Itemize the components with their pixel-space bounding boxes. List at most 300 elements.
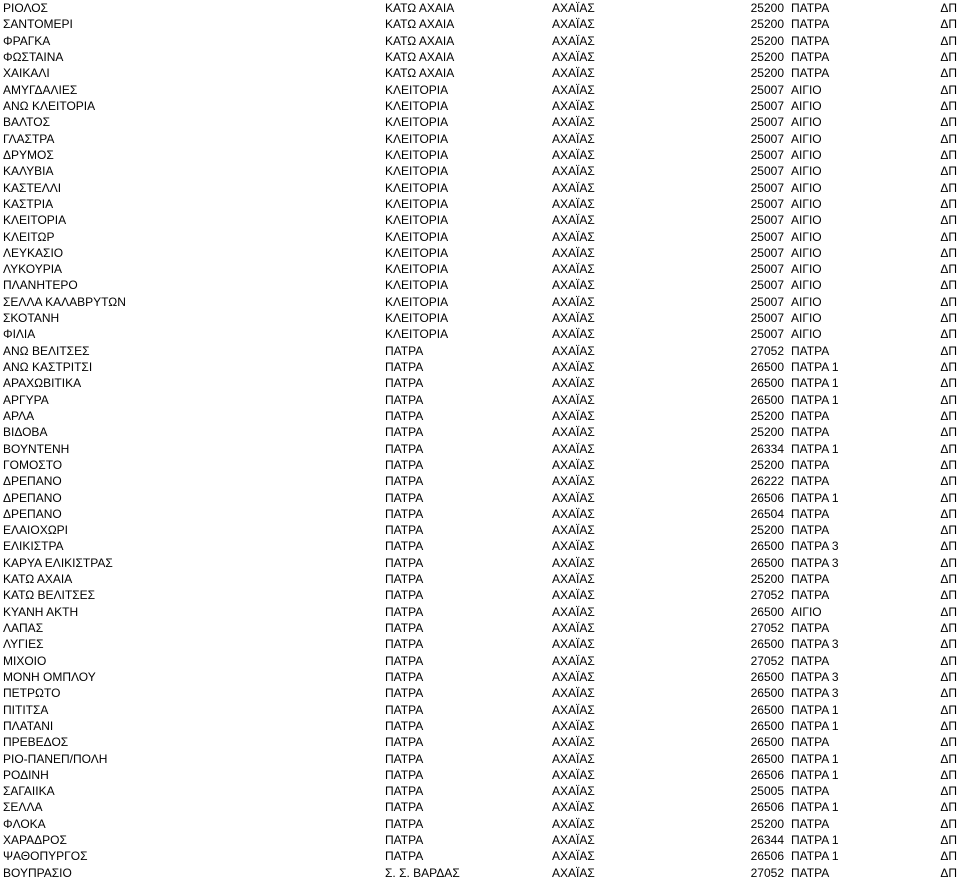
post-office-cell: ΠΑΤΡΑ (791, 33, 830, 48)
table-row (0, 392, 960, 408)
post-office-cell: ΑΙΓΙΟ (791, 82, 822, 97)
area-cell: ΠΑΤΡΑ (385, 767, 424, 782)
postal-code-cell: 26500 (750, 718, 784, 733)
post-office-cell: ΠΑΤΡΑ (791, 653, 830, 668)
type-cell: ΔΠ (940, 865, 957, 880)
table-row (0, 816, 960, 832)
prefecture-cell: ΑΧΑΪΑΣ (552, 604, 595, 619)
table-row (0, 359, 960, 375)
type-cell: ΔΠ (940, 360, 957, 375)
post-office-cell: ΠΑΤΡΑ (791, 408, 830, 423)
village-cell: ΓΛΑΣΤΡΑ (3, 131, 55, 146)
table-row (0, 718, 960, 734)
postal-code-cell: 26500 (750, 637, 784, 652)
prefecture-cell: ΑΧΑΪΑΣ (552, 653, 595, 668)
area-cell: ΠΑΤΡΑ (385, 686, 424, 701)
village-cell: ΛΕΥΚΑΣΙΟ (3, 245, 64, 260)
table-row (0, 685, 960, 701)
prefecture-cell: ΑΧΑΪΑΣ (552, 131, 595, 146)
postal-code-cell: 25007 (750, 147, 784, 162)
table-row (0, 636, 960, 652)
type-cell: ΔΠ (940, 343, 957, 358)
post-office-cell: ΠΑΤΡΑ (791, 425, 830, 440)
type-cell: ΔΠ (940, 147, 957, 162)
village-cell: ΡΙΟΛΟΣ (3, 1, 48, 16)
postal-code-cell: 26500 (750, 392, 784, 407)
post-office-cell: ΑΙΓΙΟ (791, 115, 822, 130)
prefecture-cell: ΑΧΑΪΑΣ (552, 408, 595, 423)
type-cell: ΔΠ (940, 637, 957, 652)
prefecture-cell: ΑΧΑΪΑΣ (552, 213, 595, 228)
table-row (0, 408, 960, 424)
prefecture-cell: ΑΧΑΪΑΣ (552, 147, 595, 162)
prefecture-cell: ΑΧΑΪΑΣ (552, 767, 595, 782)
postal-code-cell: 26500 (750, 669, 784, 684)
prefecture-cell: ΑΧΑΪΑΣ (552, 637, 595, 652)
village-cell: ΠΙΤΙΤΣΑ (3, 702, 49, 717)
village-cell: ΧΑΙΚΑΛΙ (3, 66, 50, 81)
prefecture-cell: ΑΧΑΪΑΣ (552, 849, 595, 864)
post-office-cell: ΠΑΤΡΑ (791, 621, 830, 636)
type-cell: ΔΠ (940, 849, 957, 864)
village-cell: ΕΛΙΚΙΣΤΡΑ (3, 539, 64, 554)
postal-code-cell: 25007 (750, 327, 784, 342)
post-office-cell: ΠΑΤΡΑ (791, 865, 830, 880)
type-cell: ΔΠ (940, 751, 957, 766)
post-office-cell: ΠΑΤΡΑ (791, 572, 830, 587)
postal-code-cell: 25007 (750, 229, 784, 244)
prefecture-cell: ΑΧΑΪΑΣ (552, 718, 595, 733)
prefecture-cell: ΑΧΑΪΑΣ (552, 392, 595, 407)
postal-code-cell: 25007 (750, 294, 784, 309)
area-cell: ΠΑΤΡΑ (385, 621, 424, 636)
table-row (0, 489, 960, 505)
prefecture-cell: ΑΧΑΪΑΣ (552, 816, 595, 831)
prefecture-cell: ΑΧΑΪΑΣ (552, 17, 595, 32)
type-cell: ΔΠ (940, 604, 957, 619)
type-cell: ΔΠ (940, 17, 957, 32)
post-office-cell: ΠΑΤΡΑ 1 (791, 767, 839, 782)
prefecture-cell: ΑΧΑΪΑΣ (552, 343, 595, 358)
post-office-cell: ΠΑΤΡΑ (791, 50, 830, 65)
type-cell: ΔΠ (940, 474, 957, 489)
table-row (0, 701, 960, 717)
village-cell: ΣΑΓΑΙΙΚΑ (3, 784, 55, 799)
village-cell: ΑΡΑΧΩΒΙΤΙΚΑ (3, 376, 82, 391)
area-cell: ΚΛΕΙΤΟΡΙΑ (385, 229, 449, 244)
postal-code-cell: 25007 (750, 131, 784, 146)
area-cell: ΠΑΤΡΑ (385, 751, 424, 766)
postal-code-cell: 27052 (750, 588, 784, 603)
post-office-cell: ΠΑΤΡΑ (791, 523, 830, 538)
type-cell: ΔΠ (940, 392, 957, 407)
post-office-cell: ΑΙΓΙΟ (791, 278, 822, 293)
type-cell: ΔΠ (940, 229, 957, 244)
area-cell: ΠΑΤΡΑ (385, 408, 424, 423)
post-office-cell: ΠΑΤΡΑ (791, 17, 830, 32)
prefecture-cell: ΑΧΑΪΑΣ (552, 669, 595, 684)
table-row (0, 832, 960, 848)
type-cell: ΔΠ (940, 115, 957, 130)
type-cell: ΔΠ (940, 539, 957, 554)
postal-code-cell: 26506 (750, 849, 784, 864)
area-cell: ΚΛΕΙΤΟΡΙΑ (385, 245, 449, 260)
type-cell: ΔΠ (940, 441, 957, 456)
postal-code-cell: 26500 (750, 735, 784, 750)
post-office-cell: ΠΑΤΡΑ 1 (791, 441, 839, 456)
village-cell: ΦΛΟΚΑ (3, 816, 46, 831)
postal-code-cell: 25007 (750, 115, 784, 130)
type-cell: ΔΠ (940, 376, 957, 391)
postal-code-cell: 26506 (750, 767, 784, 782)
area-cell: ΚΑΤΩ ΑΧΑΙΑ (385, 17, 455, 32)
post-office-cell: ΠΑΤΡΑ 1 (791, 392, 839, 407)
area-cell: ΚΛΕΙΤΟΡΙΑ (385, 180, 449, 195)
prefecture-cell: ΑΧΑΪΑΣ (552, 278, 595, 293)
village-cell: ΠΛΑΤΑΝΙ (3, 718, 54, 733)
type-cell: ΔΠ (940, 718, 957, 733)
postal-code-cell: 26506 (750, 490, 784, 505)
area-cell: ΠΑΤΡΑ (385, 539, 424, 554)
type-cell: ΔΠ (940, 164, 957, 179)
village-cell: ΣΑΝΤΟΜΕΡΙ (3, 17, 73, 32)
village-cell: ΣΕΛΛΑ (3, 800, 43, 815)
table-row (0, 457, 960, 473)
postal-code-cell: 25200 (750, 523, 784, 538)
village-cell: ΓΟΜΟΣΤΟ (3, 457, 63, 472)
village-cell: ΚΛΕΙΤΩΡ (3, 229, 55, 244)
prefecture-cell: ΑΧΑΪΑΣ (552, 196, 595, 211)
postal-code-cell: 25007 (750, 213, 784, 228)
table-row (0, 734, 960, 750)
table-row (0, 669, 960, 685)
type-cell: ΔΠ (940, 196, 957, 211)
table-row (0, 604, 960, 620)
village-cell: ΑΡΛΑ (3, 408, 35, 423)
table-row (0, 783, 960, 799)
area-cell: ΚΛΕΙΤΟΡΙΑ (385, 213, 449, 228)
table-row (0, 212, 960, 228)
area-cell: ΠΑΤΡΑ (385, 800, 424, 815)
table-row (0, 82, 960, 98)
post-office-cell: ΑΙΓΙΟ (791, 327, 822, 342)
area-cell: ΠΑΤΡΑ (385, 784, 424, 799)
village-cell: ΠΛΑΝΗΤΕΡΟ (3, 278, 78, 293)
postal-code-cell: 25007 (750, 196, 784, 211)
prefecture-cell: ΑΧΑΪΑΣ (552, 33, 595, 48)
postal-code-cell: 26500 (750, 376, 784, 391)
type-cell: ΔΠ (940, 99, 957, 114)
postal-code-cell: 26334 (750, 441, 784, 456)
postal-code-cell: 25200 (750, 816, 784, 831)
village-cell: ΧΑΡΑΔΡΟΣ (3, 833, 67, 848)
postal-code-cell: 26500 (750, 702, 784, 717)
area-cell: ΠΑΤΡΑ (385, 637, 424, 652)
table-row (0, 277, 960, 293)
village-cell: ΑΝΩ ΚΑΣΤΡΙΤΣΙ (3, 360, 93, 375)
prefecture-cell: ΑΧΑΪΑΣ (552, 50, 595, 65)
prefecture-cell: ΑΧΑΪΑΣ (552, 180, 595, 195)
prefecture-cell: ΑΧΑΪΑΣ (552, 686, 595, 701)
table-row (0, 131, 960, 147)
post-office-cell: ΑΙΓΙΟ (791, 131, 822, 146)
prefecture-cell: ΑΧΑΪΑΣ (552, 425, 595, 440)
area-cell: Σ. Σ. ΒΑΡΔΑΣ (385, 865, 460, 880)
prefecture-cell: ΑΧΑΪΑΣ (552, 735, 595, 750)
type-cell: ΔΠ (940, 523, 957, 538)
type-cell: ΔΠ (940, 800, 957, 815)
prefecture-cell: ΑΧΑΪΑΣ (552, 523, 595, 538)
area-cell: ΚΛΕΙΤΟΡΙΑ (385, 82, 449, 97)
village-cell: ΛΥΓΙΕΣ (3, 637, 44, 652)
postal-code-cell: 25200 (750, 1, 784, 16)
village-cell: ΚΑΤΩ ΒΕΛΙΤΣΕΣ (3, 588, 96, 603)
post-office-cell: ΑΙΓΙΟ (791, 99, 822, 114)
post-office-cell: ΠΑΤΡΑ 1 (791, 849, 839, 864)
table-row (0, 163, 960, 179)
prefecture-cell: ΑΧΑΪΑΣ (552, 99, 595, 114)
area-cell: ΚΛΕΙΤΟΡΙΑ (385, 196, 449, 211)
postal-code-cell: 26500 (750, 555, 784, 570)
table-row (0, 865, 960, 881)
post-office-cell: ΠΑΤΡΑ 1 (791, 360, 839, 375)
area-cell: ΚΛΕΙΤΟΡΙΑ (385, 147, 449, 162)
table-row (0, 65, 960, 81)
area-cell: ΚΛΕΙΤΟΡΙΑ (385, 262, 449, 277)
area-cell: ΚΛΕΙΤΟΡΙΑ (385, 311, 449, 326)
prefecture-cell: ΑΧΑΪΑΣ (552, 311, 595, 326)
area-cell: ΠΑΤΡΑ (385, 376, 424, 391)
area-cell: ΚΑΤΩ ΑΧΑΙΑ (385, 66, 455, 81)
postal-code-cell: 27052 (750, 621, 784, 636)
prefecture-cell: ΑΧΑΪΑΣ (552, 784, 595, 799)
village-cell: ΑΡΓΥΡΑ (3, 392, 49, 407)
area-cell: ΠΑΤΡΑ (385, 849, 424, 864)
prefecture-cell: ΑΧΑΪΑΣ (552, 164, 595, 179)
village-cell: ΒΟΥΝΤΕΝΗ (3, 441, 70, 456)
postal-code-cell: 25200 (750, 457, 784, 472)
area-cell: ΚΛΕΙΤΟΡΙΑ (385, 327, 449, 342)
area-cell: ΚΑΤΩ ΑΧΑΙΑ (385, 1, 455, 16)
area-cell: ΠΑΤΡΑ (385, 392, 424, 407)
table-row (0, 196, 960, 212)
village-cell: ΑΝΩ ΒΕΛΙΤΣΕΣ (3, 343, 90, 358)
postal-code-cell: 27052 (750, 343, 784, 358)
post-office-cell: ΠΑΤΡΑ 3 (791, 669, 839, 684)
table-row (0, 16, 960, 32)
type-cell: ΔΠ (940, 180, 957, 195)
type-cell: ΔΠ (940, 66, 957, 81)
village-cell: ΣΚΟΤΑΝΗ (3, 311, 60, 326)
table-row (0, 620, 960, 636)
table-row (0, 799, 960, 815)
post-office-cell: ΑΙΓΙΟ (791, 180, 822, 195)
area-cell: ΠΑΤΡΑ (385, 474, 424, 489)
post-office-cell: ΑΙΓΙΟ (791, 213, 822, 228)
village-cell: ΣΕΛΛΑ ΚΑΛΑΒΡΥΤΩΝ (3, 294, 126, 309)
prefecture-cell: ΑΧΑΪΑΣ (552, 621, 595, 636)
village-cell: ΔΡΥΜΟΣ (3, 147, 54, 162)
village-cell: ΔΡΕΠΑΝΟ (3, 474, 62, 489)
type-cell: ΔΠ (940, 457, 957, 472)
type-cell: ΔΠ (940, 816, 957, 831)
prefecture-cell: ΑΧΑΪΑΣ (552, 474, 595, 489)
prefecture-cell: ΑΧΑΪΑΣ (552, 457, 595, 472)
table-row (0, 653, 960, 669)
table-row (0, 245, 960, 261)
post-office-cell: ΠΑΤΡΑ (791, 816, 830, 831)
postal-code-cell: 25007 (750, 311, 784, 326)
area-cell: ΠΑΤΡΑ (385, 555, 424, 570)
postal-code-cell: 25007 (750, 245, 784, 260)
prefecture-cell: ΑΧΑΪΑΣ (552, 539, 595, 554)
postal-code-cell: 25200 (750, 66, 784, 81)
postal-code-cell: 27052 (750, 653, 784, 668)
prefecture-cell: ΑΧΑΪΑΣ (552, 572, 595, 587)
area-cell: ΠΑΤΡΑ (385, 572, 424, 587)
area-cell: ΠΑΤΡΑ (385, 833, 424, 848)
table-row (0, 33, 960, 49)
postal-code-cell: 27052 (750, 865, 784, 880)
post-office-cell: ΠΑΤΡΑ (791, 735, 830, 750)
postal-code-cell: 26500 (750, 604, 784, 619)
postal-code-cell: 26506 (750, 800, 784, 815)
type-cell: ΔΠ (940, 621, 957, 636)
village-cell: ΜΙΧΟΙΟ (3, 653, 47, 668)
prefecture-cell: ΑΧΑΪΑΣ (552, 66, 595, 81)
village-cell: ΡΟΔΙΝΗ (3, 767, 49, 782)
table-row (0, 343, 960, 359)
table-row (0, 555, 960, 571)
postal-code-cell: 25200 (750, 408, 784, 423)
area-cell: ΠΑΤΡΑ (385, 506, 424, 521)
prefecture-cell: ΑΧΑΪΑΣ (552, 441, 595, 456)
prefecture-cell: ΑΧΑΪΑΣ (552, 327, 595, 342)
table-row (0, 310, 960, 326)
prefecture-cell: ΑΧΑΪΑΣ (552, 833, 595, 848)
village-cell: ΚΑΣΤΕΛΛΙ (3, 180, 62, 195)
type-cell: ΔΠ (940, 669, 957, 684)
table-row (0, 179, 960, 195)
post-office-cell: ΠΑΤΡΑ (791, 784, 830, 799)
village-cell: ΒΑΛΤΟΣ (3, 115, 50, 130)
village-cell: ΒΙΔΟΒΑ (3, 425, 48, 440)
post-office-cell: ΠΑΤΡΑ 1 (791, 490, 839, 505)
type-cell: ΔΠ (940, 1, 957, 16)
prefecture-cell: ΑΧΑΪΑΣ (552, 82, 595, 97)
postal-code-cell: 26500 (750, 360, 784, 375)
village-cell: ΛΥΚΟΥΡΙΑ (3, 262, 63, 277)
post-office-cell: ΑΙΓΙΟ (791, 164, 822, 179)
postal-code-cell: 25200 (750, 425, 784, 440)
village-cell: ΦΡΑΓΚΑ (3, 33, 51, 48)
village-cell: ΚΑΣΤΡΙΑ (3, 196, 54, 211)
type-cell: ΔΠ (940, 262, 957, 277)
postal-code-cell: 25007 (750, 99, 784, 114)
post-office-cell: ΠΑΤΡΑ 1 (791, 702, 839, 717)
type-cell: ΔΠ (940, 735, 957, 750)
type-cell: ΔΠ (940, 131, 957, 146)
type-cell: ΔΠ (940, 82, 957, 97)
post-office-cell: ΠΑΤΡΑ (791, 343, 830, 358)
post-office-cell: ΠΑΤΡΑ (791, 506, 830, 521)
post-office-cell: ΠΑΤΡΑ (791, 474, 830, 489)
type-cell: ΔΠ (940, 213, 957, 228)
prefecture-cell: ΑΧΑΪΑΣ (552, 245, 595, 260)
village-cell: ΜΟΝΗ ΟΜΠΛΟΥ (3, 669, 96, 684)
village-cell: ΠΕΤΡΩΤΟ (3, 686, 61, 701)
type-cell: ΔΠ (940, 408, 957, 423)
table-row (0, 49, 960, 65)
prefecture-cell: ΑΧΑΪΑΣ (552, 865, 595, 880)
post-office-cell: ΑΙΓΙΟ (791, 262, 822, 277)
type-cell: ΔΠ (940, 767, 957, 782)
village-cell: ΚΑΡΥΑ ΕΛΙΚΙΣΤΡΑΣ (3, 555, 113, 570)
post-office-cell: ΠΑΤΡΑ (791, 457, 830, 472)
table-row (0, 473, 960, 489)
area-cell: ΠΑΤΡΑ (385, 490, 424, 505)
village-cell: ΚΑΤΩ ΑΧΑΙΑ (3, 572, 73, 587)
type-cell: ΔΠ (940, 588, 957, 603)
prefecture-cell: ΑΧΑΪΑΣ (552, 1, 595, 16)
type-cell: ΔΠ (940, 686, 957, 701)
village-cell: ΕΛΑΙΟΧΩΡΙ (3, 523, 69, 538)
area-cell: ΠΑΤΡΑ (385, 457, 424, 472)
post-office-cell: ΑΙΓΙΟ (791, 311, 822, 326)
post-office-cell: ΠΑΤΡΑ 3 (791, 686, 839, 701)
prefecture-cell: ΑΧΑΪΑΣ (552, 490, 595, 505)
prefecture-cell: ΑΧΑΪΑΣ (552, 376, 595, 391)
area-cell: ΠΑΤΡΑ (385, 425, 424, 440)
village-cell: ΚΛΕΙΤΟΡΙΑ (3, 213, 67, 228)
table-row (0, 228, 960, 244)
table-row (0, 261, 960, 277)
table-row (0, 147, 960, 163)
prefecture-cell: ΑΧΑΪΑΣ (552, 294, 595, 309)
type-cell: ΔΠ (940, 278, 957, 293)
type-cell: ΔΠ (940, 653, 957, 668)
area-cell: ΠΑΤΡΑ (385, 588, 424, 603)
post-office-cell: ΑΙΓΙΟ (791, 196, 822, 211)
postal-code-cell: 25200 (750, 17, 784, 32)
post-office-cell: ΠΑΤΡΑ 1 (791, 833, 839, 848)
area-cell: ΚΛΕΙΤΟΡΙΑ (385, 278, 449, 293)
type-cell: ΔΠ (940, 506, 957, 521)
area-cell: ΠΑΤΡΑ (385, 669, 424, 684)
village-cell: ΑΜΥΓΔΑΛΙΕΣ (3, 82, 78, 97)
village-cell: ΔΡΕΠΑΝΟ (3, 490, 62, 505)
post-office-cell: ΠΑΤΡΑ (791, 588, 830, 603)
area-cell: ΠΑΤΡΑ (385, 343, 424, 358)
postal-code-cell: 26500 (750, 686, 784, 701)
table-row (0, 375, 960, 391)
table-row (0, 767, 960, 783)
table-row (0, 538, 960, 554)
prefecture-cell: ΑΧΑΪΑΣ (552, 555, 595, 570)
type-cell: ΔΠ (940, 572, 957, 587)
table-row (0, 587, 960, 603)
postal-code-cell: 26504 (750, 506, 784, 521)
postal-code-cell: 25200 (750, 572, 784, 587)
prefecture-cell: ΑΧΑΪΑΣ (552, 506, 595, 521)
village-cell: ΑΝΩ ΚΛΕΙΤΟΡΙΑ (3, 99, 96, 114)
area-cell: ΚΛΕΙΤΟΡΙΑ (385, 99, 449, 114)
table-row (0, 848, 960, 864)
post-office-cell: ΠΑΤΡΑ 1 (791, 751, 839, 766)
area-cell: ΠΑΤΡΑ (385, 702, 424, 717)
postal-code-cell: 25005 (750, 784, 784, 799)
postal-code-cell: 25007 (750, 180, 784, 195)
